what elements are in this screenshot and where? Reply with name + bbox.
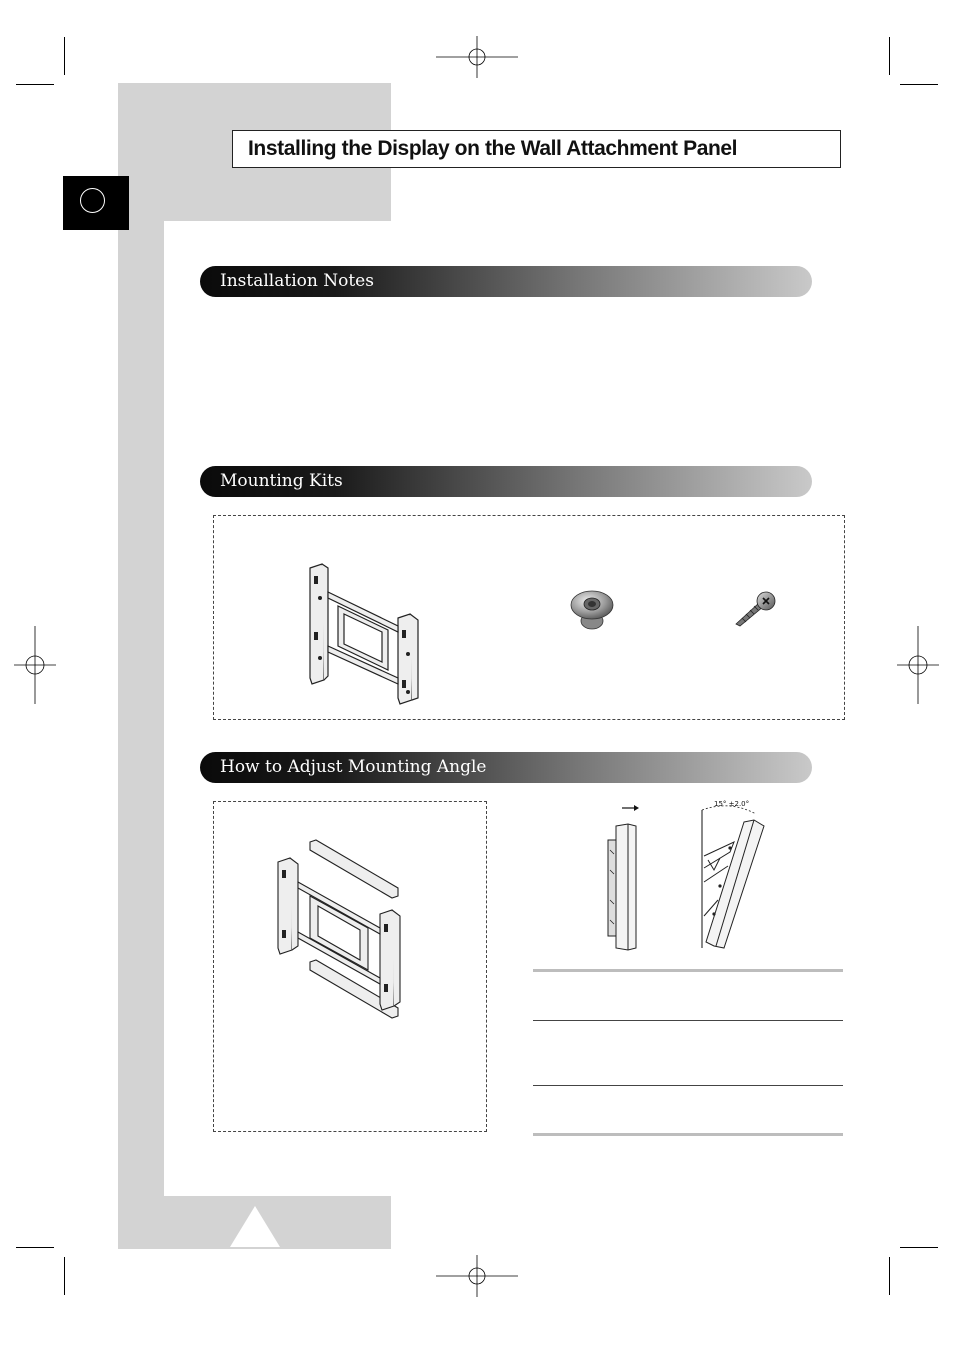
- bracket-assembly-icon: [270, 836, 415, 1036]
- registration-mark-right: [897, 626, 939, 704]
- table-rule: [533, 1020, 843, 1021]
- left-gray-band: [118, 221, 164, 1249]
- section-bar-mounting-kits: [200, 466, 812, 497]
- angle-label: 15° ±2.0°: [714, 800, 750, 808]
- table-rule-top: [533, 969, 843, 972]
- section-title: Mounting Kits: [220, 471, 343, 491]
- wall-bracket-icon: [300, 562, 430, 708]
- display-upright-icon: [600, 800, 645, 952]
- registration-mark-top: [436, 36, 518, 78]
- page-title-box: [232, 130, 841, 168]
- display-tilted-icon: [690, 796, 780, 952]
- plastic-hanger-icon: [566, 585, 618, 635]
- screw-icon: [730, 588, 780, 628]
- registration-mark-left: [14, 626, 56, 704]
- section-title: How to Adjust Mounting Angle: [220, 757, 487, 777]
- section-bar-installation-notes: [200, 266, 812, 297]
- table-rule-bottom: [533, 1133, 843, 1136]
- circle-icon: [80, 188, 105, 213]
- table-rule: [533, 1085, 843, 1086]
- registration-mark-bottom: [436, 1255, 518, 1297]
- side-tab: [63, 176, 129, 230]
- up-triangle-icon: [230, 1206, 280, 1247]
- section-title: Installation Notes: [220, 271, 374, 291]
- section-bar-adjust-angle: [200, 752, 812, 783]
- page-title: Installing the Display on the Wall Attachment Panel: [248, 137, 738, 160]
